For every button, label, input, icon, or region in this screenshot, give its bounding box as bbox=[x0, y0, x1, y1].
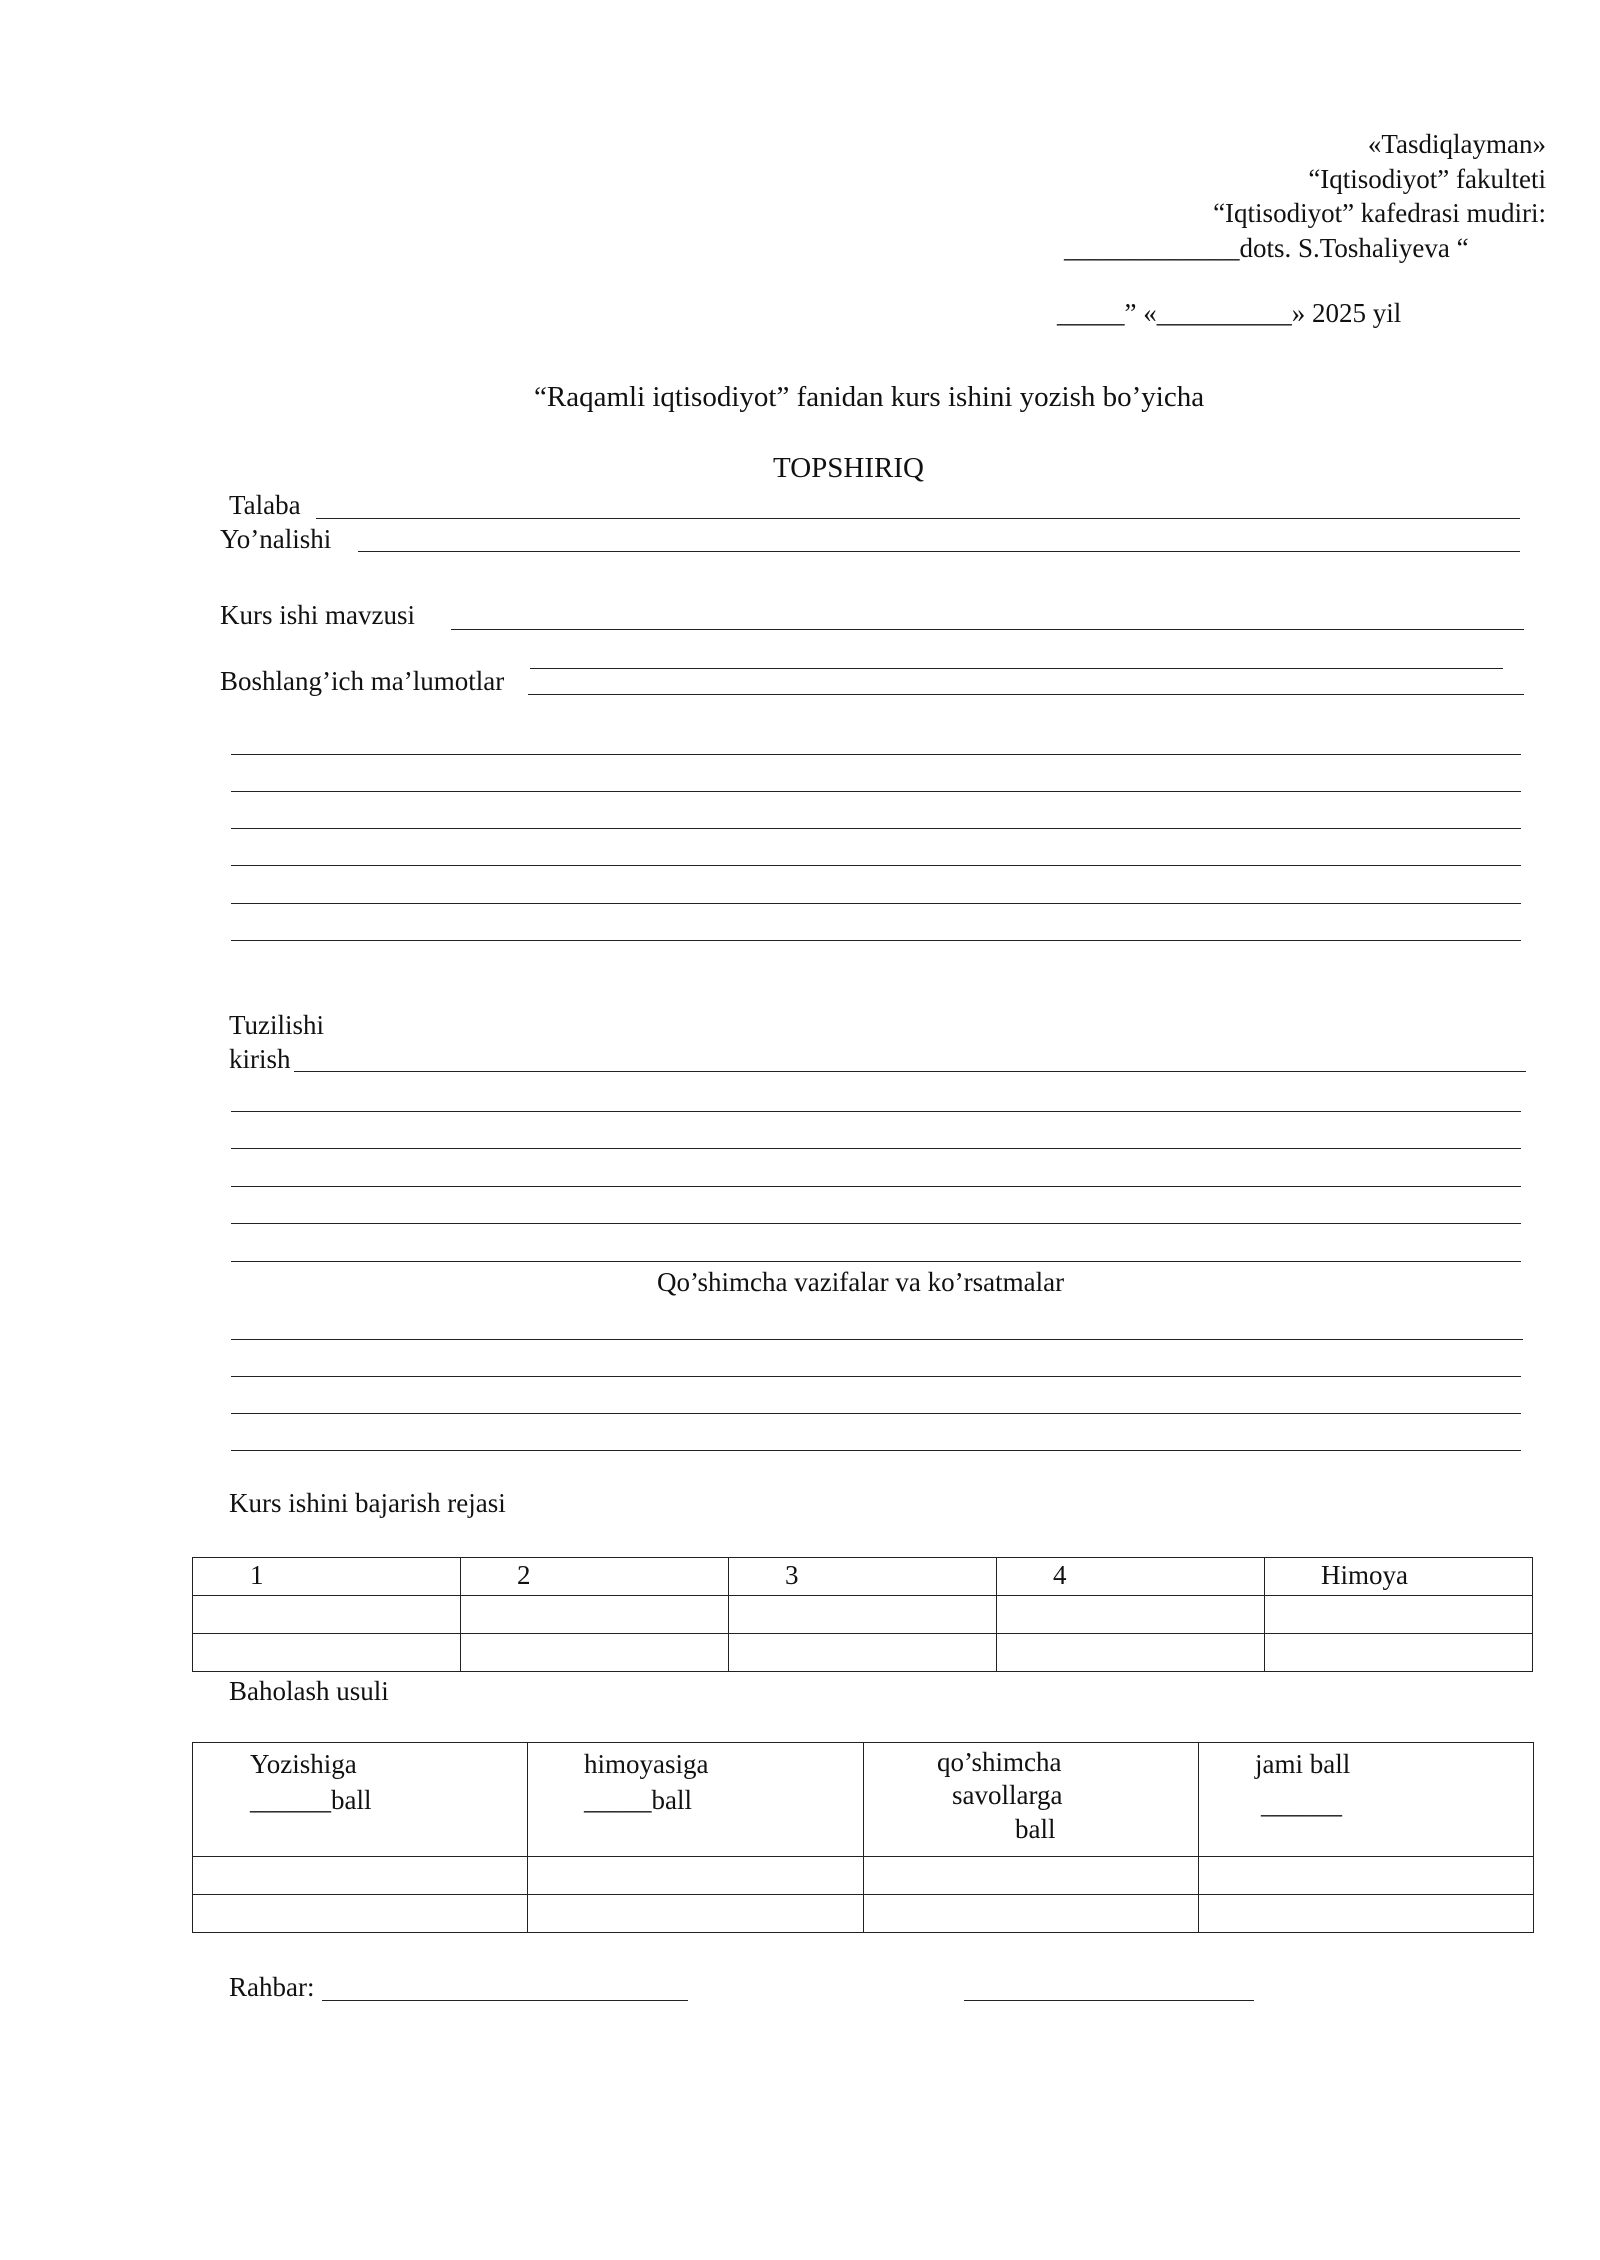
direction-label: Yo’nalishi bbox=[220, 524, 332, 554]
topic-field-line-2[interactable] bbox=[530, 668, 1503, 669]
document-title: TOPSHIRIQ bbox=[773, 452, 924, 484]
structure-label: Tuzilishi bbox=[229, 1010, 325, 1040]
plan-cell[interactable] bbox=[193, 1634, 461, 1672]
approval-line-2: “Iqtisodiyot” fakulteti bbox=[1308, 164, 1546, 194]
structure-line-1[interactable] bbox=[231, 1111, 1521, 1112]
plan-title: Kurs ishini bajarish rejasi bbox=[229, 1488, 506, 1518]
initial-data-field[interactable] bbox=[528, 694, 1524, 695]
initial-data-line-3[interactable] bbox=[231, 828, 1521, 829]
initial-data-line-4[interactable] bbox=[231, 865, 1521, 866]
grading-header-writing bbox=[193, 1743, 528, 1857]
grading-cell[interactable] bbox=[193, 1895, 528, 1933]
direction-field[interactable] bbox=[358, 551, 1520, 552]
grading-cell[interactable] bbox=[528, 1895, 864, 1933]
student-label: Talaba bbox=[229, 490, 301, 520]
intro-field[interactable] bbox=[294, 1071, 1526, 1072]
plan-header-1: 1 bbox=[193, 1558, 461, 1596]
structure-line-3[interactable] bbox=[231, 1186, 1521, 1187]
grading-total-label: jami ball bbox=[1255, 1749, 1351, 1779]
plan-table bbox=[192, 1557, 1533, 1672]
topic-field[interactable] bbox=[451, 629, 1524, 630]
approval-line-1: «Tasdiqlayman» bbox=[1367, 129, 1546, 159]
additional-line-1[interactable] bbox=[231, 1339, 1523, 1340]
plan-cell[interactable] bbox=[997, 1634, 1265, 1672]
grading-total-blank: ______ bbox=[1261, 1789, 1342, 1819]
approval-signature-blank: _____________ bbox=[1064, 233, 1240, 263]
grading-header-total bbox=[1199, 1743, 1534, 1857]
grading-row bbox=[193, 1857, 1534, 1895]
plan-cell[interactable] bbox=[193, 1596, 461, 1634]
plan-cell[interactable] bbox=[729, 1634, 997, 1672]
grading-writing-ball: ______ball bbox=[250, 1785, 372, 1815]
structure-line-2[interactable] bbox=[231, 1148, 1521, 1149]
grading-writing-label: Yozishiga bbox=[250, 1749, 357, 1779]
initial-data-line-2[interactable] bbox=[231, 791, 1521, 792]
grading-row bbox=[193, 1895, 1534, 1933]
grading-additional-label-2: savollarga bbox=[952, 1780, 1063, 1810]
grading-additional-ball: ball bbox=[1015, 1814, 1056, 1844]
grading-cell[interactable] bbox=[1199, 1857, 1534, 1895]
grading-cell[interactable] bbox=[528, 1857, 864, 1895]
additional-line-2[interactable] bbox=[231, 1376, 1521, 1377]
approval-line-3: “Iqtisodiyot” kafedrasi mudiri: bbox=[1213, 198, 1546, 228]
plan-cell[interactable] bbox=[1265, 1634, 1533, 1672]
grading-header-additional bbox=[864, 1743, 1199, 1857]
grading-cell[interactable] bbox=[864, 1857, 1199, 1895]
grading-title: Baholash usuli bbox=[229, 1676, 389, 1706]
structure-line-5[interactable] bbox=[231, 1261, 1521, 1262]
grading-header-defense bbox=[528, 1743, 864, 1857]
initial-data-label: Boshlang’ich ma’lumotlar bbox=[220, 666, 505, 696]
grading-cell[interactable] bbox=[864, 1895, 1199, 1933]
additional-tasks-heading: Qo’shimcha vazifalar va ko’rsatmalar bbox=[657, 1267, 1065, 1297]
student-field[interactable] bbox=[316, 518, 1520, 519]
plan-row bbox=[193, 1634, 1533, 1672]
approval-date-line: _____” «__________» 2025 yil bbox=[1057, 298, 1402, 328]
grading-table bbox=[192, 1742, 1534, 1933]
plan-header-4: 4 bbox=[997, 1558, 1265, 1596]
topic-label: Kurs ishi mavzusi bbox=[220, 600, 415, 630]
plan-header-himoya: Himoya bbox=[1265, 1558, 1533, 1596]
additional-line-4[interactable] bbox=[231, 1450, 1521, 1451]
plan-header-2: 2 bbox=[461, 1558, 729, 1596]
approval-signature-line bbox=[1064, 235, 1469, 262]
plan-row bbox=[193, 1596, 1533, 1634]
grading-additional-label: qo’shimcha bbox=[937, 1747, 1062, 1777]
grading-defense-ball: _____ball bbox=[584, 1785, 692, 1815]
initial-data-line-5[interactable] bbox=[231, 903, 1521, 904]
initial-data-line-6[interactable] bbox=[231, 940, 1521, 941]
supervisor-label: Rahbar: bbox=[229, 1972, 315, 2002]
plan-cell[interactable] bbox=[461, 1596, 729, 1634]
structure-line-4[interactable] bbox=[231, 1223, 1521, 1224]
plan-cell[interactable] bbox=[997, 1596, 1265, 1634]
grading-defense-label: himoyasiga bbox=[584, 1749, 709, 1779]
initial-data-line-1[interactable] bbox=[231, 754, 1521, 755]
document-subtitle: “Raqamli iqtisodiyot” fanidan kurs ishini yozish bo’yicha bbox=[534, 381, 1205, 413]
plan-cell[interactable] bbox=[1265, 1596, 1533, 1634]
supervisor-name-field[interactable] bbox=[322, 2000, 688, 2001]
supervisor-signature-field[interactable] bbox=[964, 2000, 1254, 2001]
plan-cell[interactable] bbox=[461, 1634, 729, 1672]
intro-label: kirish bbox=[229, 1044, 291, 1074]
additional-line-3[interactable] bbox=[231, 1413, 1521, 1414]
grading-cell[interactable] bbox=[1199, 1895, 1534, 1933]
grading-cell[interactable] bbox=[193, 1857, 528, 1895]
plan-header-3: 3 bbox=[729, 1558, 997, 1596]
approval-name: dots. S.Toshaliyeva “ bbox=[1239, 233, 1469, 263]
plan-cell[interactable] bbox=[729, 1596, 997, 1634]
